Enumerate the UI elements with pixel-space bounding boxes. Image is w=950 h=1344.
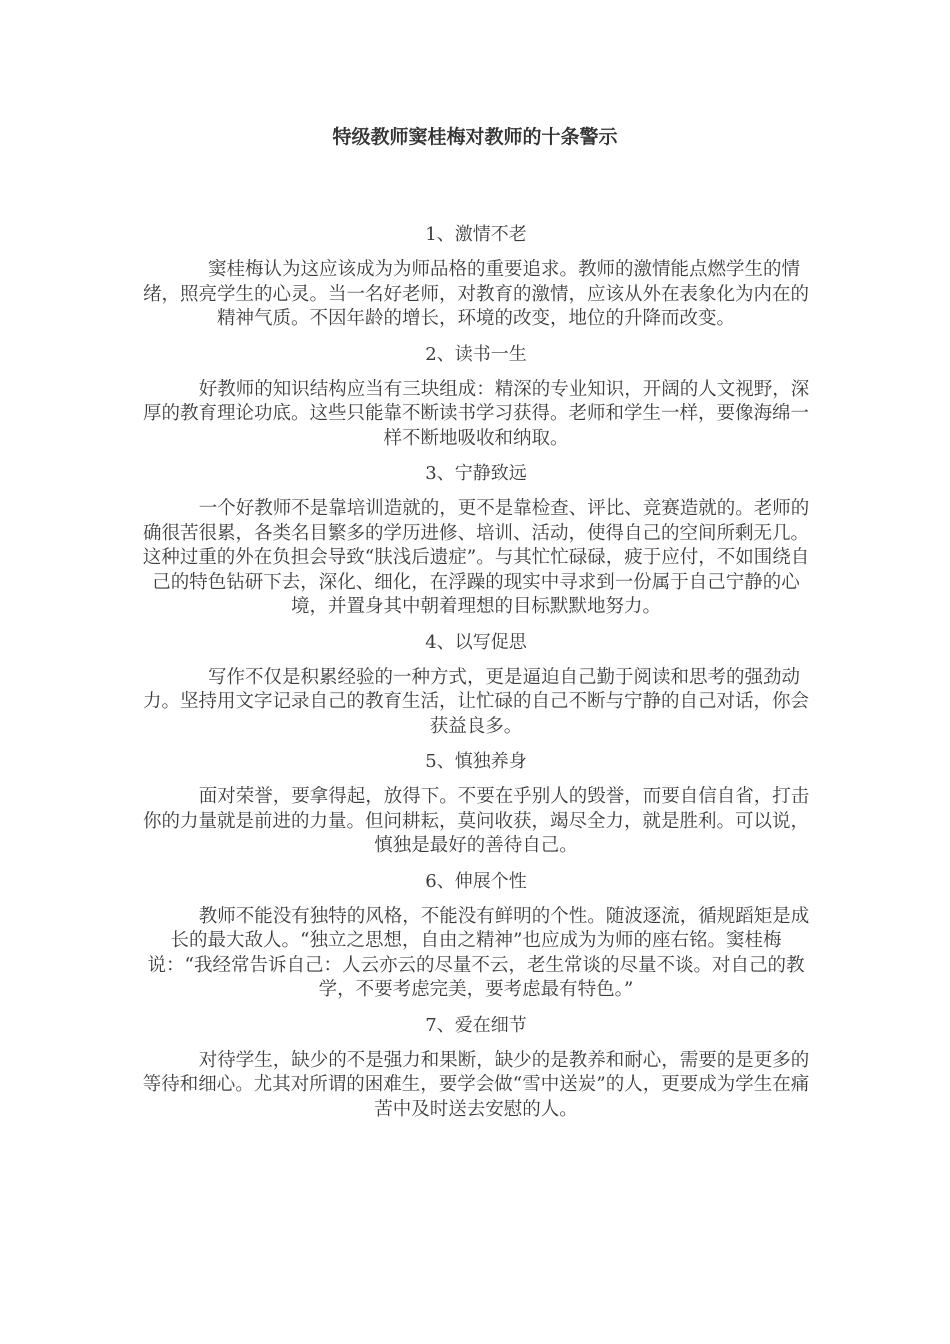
section-body-text: 一个好教师不是靠培训造就的，更不是靠检查、评比、竞赛造就的。老师的确很苦很累，各类名目繁多的学历进修、培训、活动，使得自己的空间所剩无几。这种过重的外在负担会导致“肤浅后遗症”。与其忙忙碌碌，疲于应付，不如围绕自己的特色钻研下去，深化、细化，在浮躁的现实中寻求到一份属于自己宁静的心境，并置身其中朝着理想的目标默默地努力。 bbox=[142, 498, 810, 617]
section-6 bbox=[140, 869, 812, 1003]
section-heading: 2、读书一生 bbox=[425, 343, 527, 365]
section-1 bbox=[140, 222, 812, 332]
section-body-text: 窦桂梅认为这应该成为为师品格的重要追求。教师的激情能点燃学生的情绪，照亮学生的心灵。当一名好老师，对教育的激情，应该从外在表象化为内在的精神气质。不因年龄的增长，环境的改变，地位的升降而改变。 bbox=[142, 259, 809, 329]
section-body bbox=[140, 378, 812, 452]
section-body-text: 对待学生，缺少的不是强力和果断，缺少的是教养和耐心，需要的是更多的等待和细心。尤其对所谓的困难生，要学会做“雪中送炭”的人，更要成为学生在痛苦中及时送去安慰的人。 bbox=[142, 1049, 810, 1120]
section-body-text: 教师不能没有独特的风格，不能没有鲜明的个性。随波逐流，循规蹈矩是成长的最大敌人。“独立之思想，自由之精神”也应成为为师的座右铭。窦桂梅说：“我经常告诉自己：人云亦云的尽量不云，老生常谈的尽量不谈。对自己的教学，不要考虑完美，要考虑最有特色。” bbox=[147, 905, 810, 1000]
section-body bbox=[140, 1049, 812, 1123]
section-body-text: 好教师的知识结构应当有三块组成：精深的专业知识，开阔的人文视野，深厚的教育理论功底。这些只能靠不断读书学习获得。老师和学生一样，要像海绵一样不断地吸收和纳取。 bbox=[142, 378, 810, 449]
section-7 bbox=[140, 1013, 812, 1123]
section-heading: 6、伸展个性 bbox=[425, 870, 527, 892]
section-body bbox=[140, 905, 812, 1003]
section-body bbox=[140, 666, 812, 740]
section-3 bbox=[140, 461, 812, 620]
section-heading: 4、以写促思 bbox=[425, 631, 527, 653]
section-body bbox=[140, 258, 812, 332]
section-body-text: 写作不仅是积累经验的一种方式，更是逼迫自己勤于阅读和思考的强劲动力。坚持用文字记录自己的教育生活，让忙碌的自己不断与宁静的自己对话，你会获益良多。 bbox=[142, 666, 809, 737]
section-heading: 7、爱在细节 bbox=[425, 1014, 527, 1036]
section-heading: 5、慎独养身 bbox=[425, 751, 527, 772]
section-heading: 1、激情不老 bbox=[425, 224, 527, 245]
section-body bbox=[140, 497, 812, 620]
section-heading: 3、宁静致远 bbox=[425, 463, 527, 484]
document-title: 特级教师窦桂梅对教师的十条警示 bbox=[332, 126, 618, 148]
sections-container bbox=[140, 222, 812, 1132]
section-4 bbox=[140, 630, 812, 740]
section-2 bbox=[140, 342, 812, 452]
section-5 bbox=[140, 749, 812, 859]
section-body-text: 面对荣誉，要拿得起，放得下。不要在乎别人的毁誉，而要自信自省，打击你的力量就是前进的力量。但问耕耘，莫问收获，竭尽全力，就是胜利。可以说，慎独是最好的善待自己。 bbox=[142, 786, 810, 856]
section-body bbox=[140, 785, 812, 859]
